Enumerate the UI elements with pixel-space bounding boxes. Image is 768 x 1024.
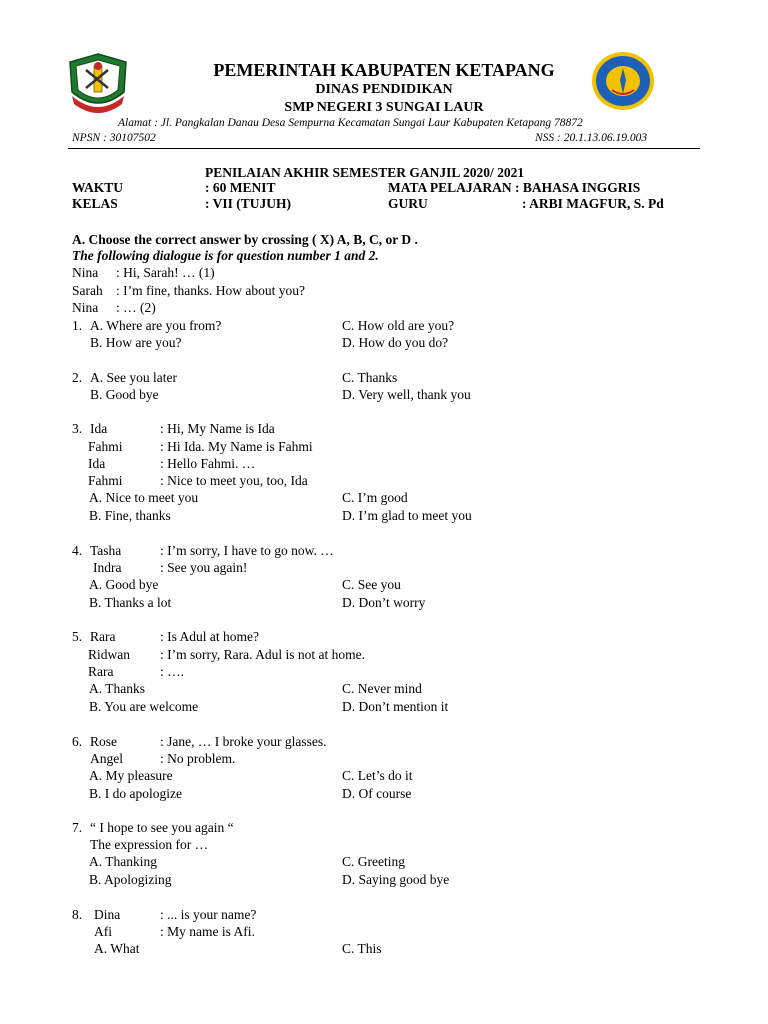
exam-title: PENILAIAN AKHIR SEMESTER GANJIL 2020/ 2021 — [205, 165, 525, 180]
option-a[interactable]: A. Where are you from? — [90, 318, 222, 333]
option-a[interactable]: A. Good bye — [89, 577, 159, 592]
option-c[interactable]: C. Never mind — [342, 681, 422, 696]
dialogue-speaker: Angel — [90, 751, 123, 766]
option-c[interactable]: C. How old are you? — [342, 318, 455, 333]
header-divider — [68, 148, 700, 149]
option-d[interactable]: D. Very well, thank you — [342, 387, 471, 402]
question-number: 7. — [72, 820, 83, 835]
government-title: PEMERINTAH KABUPATEN KETAPANG — [213, 60, 555, 80]
dialogue-note: The following dialogue is for question number 1 and 2. — [72, 248, 379, 263]
question-number: 1. — [72, 318, 83, 333]
guru-value: : ARBI MAGFUR, S. Pd — [522, 196, 664, 211]
option-c[interactable]: C. Thanks — [342, 370, 398, 385]
option-b[interactable]: B. Apologizing — [89, 872, 172, 887]
dialogue-line: : ... is your name? — [160, 907, 257, 922]
dialogue-line: : Nice to meet you, too, Ida — [160, 473, 308, 488]
option-c[interactable]: C. Let’s do it — [342, 768, 413, 783]
option-a[interactable]: A. Thanks — [89, 681, 145, 696]
dialogue-line: : Hello Fahmi. … — [160, 456, 256, 471]
dialogue-speaker: Nina — [72, 265, 99, 280]
guru-label: GURU — [388, 196, 428, 211]
dialogue-speaker: Nina — [72, 300, 99, 315]
option-d[interactable]: D. Of course — [342, 786, 412, 801]
dialogue-speaker: Indra — [93, 560, 122, 575]
option-a[interactable]: A. Thanking — [89, 854, 157, 869]
npsn-label: NPSN : 30107502 — [72, 132, 156, 144]
option-a[interactable]: A. My pleasure — [89, 768, 173, 783]
dialogue-speaker: Rara — [90, 629, 116, 644]
dialogue-speaker: Rose — [90, 734, 117, 749]
dialogue-line: : I’m sorry, I have to go now. … — [160, 543, 334, 558]
option-d[interactable]: D. Don’t mention it — [342, 699, 449, 714]
option-d[interactable]: D. Saying good bye — [342, 872, 450, 887]
dialogue-line: : Hi, My Name is Ida — [160, 421, 275, 436]
option-b[interactable]: B. I do apologize — [89, 786, 182, 801]
option-c[interactable]: C. See you — [342, 577, 401, 592]
question-number: 8. — [72, 907, 83, 922]
dialogue-speaker: Tasha — [90, 543, 122, 558]
option-a[interactable]: A. What — [94, 941, 140, 956]
waktu-label: WAKTU — [72, 180, 124, 195]
dialogue-line: : No problem. — [160, 751, 236, 766]
dialogue-speaker: Ridwan — [88, 647, 130, 662]
question-stem: The expression for … — [90, 837, 209, 852]
option-b[interactable]: B. Good bye — [90, 387, 159, 402]
dialogue-line: : … (2) — [116, 300, 156, 315]
question-number: 5. — [72, 629, 83, 644]
dialogue-line: : I’m sorry, Rara. Adul is not at home. — [160, 647, 365, 662]
option-c[interactable]: C. I’m good — [342, 490, 408, 505]
mata-pelajaran: MATA PELAJARAN : BAHASA INGGRIS — [388, 180, 641, 195]
option-c[interactable]: C. This — [342, 941, 382, 956]
kelas-label: KELAS — [72, 196, 118, 211]
option-b[interactable]: B. You are welcome — [89, 699, 199, 714]
question-number: 4. — [72, 543, 83, 558]
question-number: 2. — [72, 370, 83, 385]
dialogue-speaker: Sarah — [72, 283, 103, 298]
dialogue-line: : Is Adul at home? — [160, 629, 259, 644]
question-number: 6. — [72, 734, 83, 749]
option-b[interactable]: B. Fine, thanks — [89, 508, 171, 523]
dialogue-line: : I’m fine, thanks. How about you? — [116, 283, 305, 298]
dialogue-line: : My name is Afi. — [160, 924, 255, 939]
dialogue-line: : Hi Ida. My Name is Fahmi — [160, 439, 313, 454]
option-b[interactable]: B. Thanks a lot — [89, 595, 172, 610]
dialogue-line: : …. — [160, 664, 185, 679]
section-a-instruction: A. Choose the correct answer by crossing ( X) A, B, C, or D . — [72, 232, 418, 247]
option-b[interactable]: B. How are you? — [90, 335, 182, 350]
option-a[interactable]: A. See you later — [90, 370, 177, 385]
dialogue-line: : Jane, … I broke your glasses. — [160, 734, 327, 749]
dialogue-speaker: Ida — [90, 421, 108, 436]
dialogue-speaker: Fahmi — [88, 473, 123, 488]
school-address: Alamat : Jl. Pangkalan Danau Desa Sempurna Kecamatan Sungai Laur Kabupaten Ketapang 78872 — [118, 117, 583, 129]
option-d[interactable]: D. I’m glad to meet you — [342, 508, 472, 523]
kelas-value: : VII (TUJUH) — [205, 196, 292, 211]
option-d[interactable]: D. Don’t worry — [342, 595, 426, 610]
dialogue-speaker: Rara — [88, 664, 114, 679]
school-title: SMP NEGERI 3 SUNGAI LAUR — [284, 100, 484, 115]
dialogue-speaker: Ida — [88, 456, 106, 471]
dialogue-line: : Hi, Sarah! … (1) — [116, 265, 215, 280]
option-d[interactable]: D. How do you do? — [342, 335, 449, 350]
dialogue-line: : See you again! — [160, 560, 248, 575]
waktu-value: : 60 MENIT — [205, 180, 276, 195]
dialogue-speaker: Afi — [94, 924, 112, 939]
dialogue-speaker: Dina — [94, 907, 121, 922]
option-c[interactable]: C. Greeting — [342, 854, 405, 869]
office-title: DINAS PENDIDIKAN — [315, 82, 453, 97]
dialogue-speaker: Fahmi — [88, 439, 123, 454]
option-a[interactable]: A. Nice to meet you — [89, 490, 199, 505]
nss-label: NSS : 20.1.13.06.19.003 — [535, 132, 648, 144]
question-number: 3. — [72, 421, 83, 436]
question-stem: “ I hope to see you again “ — [90, 820, 234, 835]
